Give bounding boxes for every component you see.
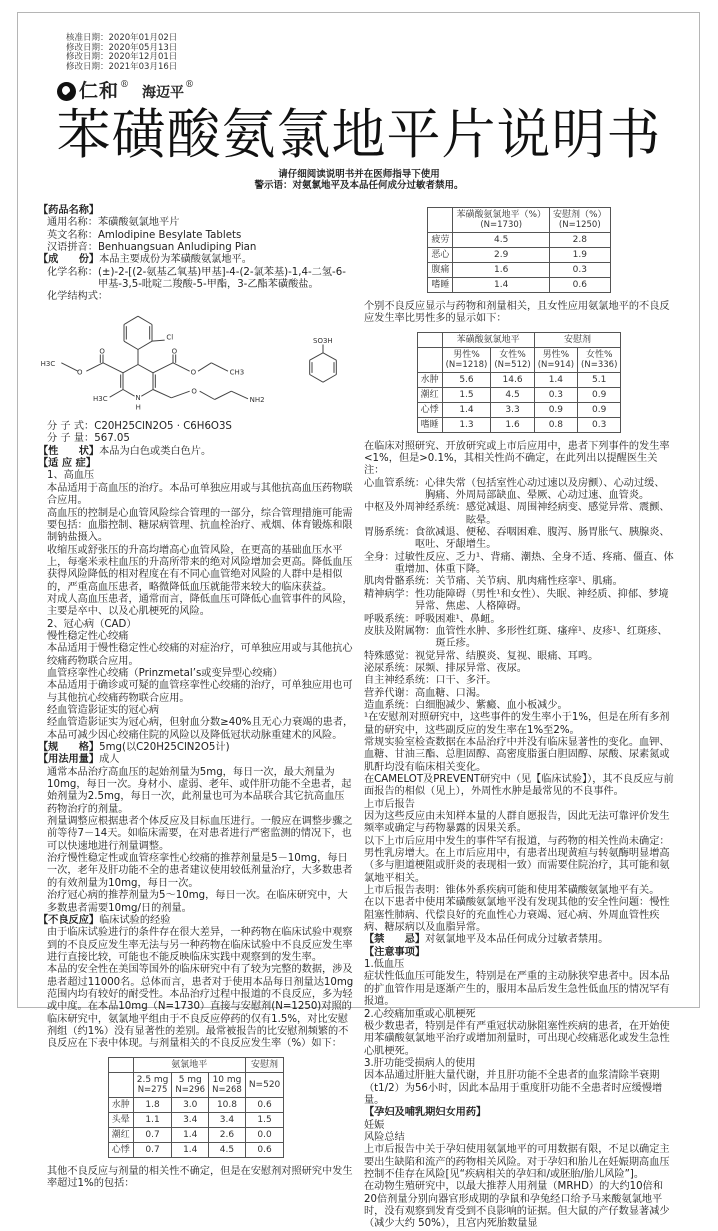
field-value: 呼吸困难¹、鼻衄。 (414, 613, 501, 625)
header-text: 女性% (585, 349, 613, 360)
header-sample-size: (N=1730) (480, 220, 523, 230)
field-value (108, 291, 354, 303)
atom-label: N (135, 393, 141, 402)
section-label: 【不良反应】 (38, 914, 100, 926)
registered-mark: ® (120, 80, 130, 90)
bond-line (171, 391, 189, 398)
paragraph: 在临床对照研究、开放研究或上市后应用中，患者下列事件的发生率<1%，但是>0.1%，其相关性尚不确定，在此列出以提醒医生关注： (364, 440, 670, 477)
bond-line (138, 316, 152, 324)
table-cell: 0.9 (534, 402, 577, 417)
reaction-name: 恶心 (428, 248, 453, 263)
atom-label: O (191, 387, 197, 396)
table-cell: 1.5 (442, 387, 491, 402)
header-sample-size: N=268 (212, 1084, 242, 1095)
field (364, 700, 674, 712)
paragraph: 慢性稳定性心绞痛 (47, 630, 129, 642)
document-title: 苯磺酸氨氯地平片说明书 (56, 103, 662, 166)
table-row (108, 1112, 284, 1127)
field (38, 230, 354, 242)
section-heading (38, 254, 354, 266)
atom-label: O (171, 347, 178, 356)
paragraph: 收缩压或舒张压的升高均增高心血管风险，在更高的基础血压水平上，每毫米汞柱血压的升高所带来的绝对风险增加会更高。降低血压获得风险降低的相对程度在有不同心血管绝对风险的人群中是相似的，严重高血压患者，略微降低血压就能带来较大的临床获益。 (47, 544, 353, 593)
atom-label: O (190, 368, 197, 377)
revision-date: 修改日期：2020年12月01日 (66, 52, 178, 63)
section-heading (38, 754, 354, 766)
reaction-name: 嗜睡 (428, 278, 453, 293)
paragraph: 2、冠心病（CAD） (47, 618, 137, 630)
field (38, 217, 354, 229)
section-label: 【药品名称】 (38, 205, 100, 216)
atom-label: O (99, 347, 105, 356)
field-value: 感觉减退、周围神经病变、感觉异常、震颤、眩晕。 (465, 502, 670, 526)
paragraph: 本品的安全性在美国等国外的临床研究中有了较为完整的数据，涉及患者超过11000名。总体而言，患者对于使用本品每日剂量达10mg范围内均有较好的耐受性。本品治疗过程中报道的不良反应，多为轻或中度。在本品10mg（N=1730）直接与安慰剂(N=1250)对照的临床研究中，氨氯地平组由于不良反应停药的仅有1.5%，对比安慰剂组（约1%）没有显著性的差别。最常被报告的比安慰剂频繁的不良反应在下表中体现。与剂量相关的不良反应发生率（%）如下： (47, 964, 354, 1050)
bond-line (138, 341, 152, 349)
bond-line (173, 363, 190, 371)
section-label: 【孕妇及哺乳期妇女用药】 (364, 1107, 487, 1119)
table-header-cell (172, 1072, 209, 1097)
left-column (38, 205, 354, 1190)
table-row (428, 248, 610, 263)
field-label: 特殊感觉： (364, 650, 415, 662)
table-cell: 0.3 (578, 417, 621, 432)
table-cell: 2.8 (550, 233, 611, 248)
bond-line (138, 364, 153, 372)
table-cell: 3.3 (491, 402, 534, 417)
bond-line (231, 391, 248, 399)
header-text: 安慰剂 (564, 334, 592, 345)
field-label: 化学名称： (47, 266, 98, 278)
table-cell: 4.5 (209, 1142, 246, 1157)
bond-line (123, 364, 138, 372)
field (364, 589, 674, 614)
bond-line (323, 374, 336, 382)
table-cell: 14.6 (491, 372, 534, 387)
section-label: 【禁 忌】 (364, 934, 426, 946)
paragraph: 症状性低血压可能发生，特别是在严重的主动脉狭窄患者中。因本品的扩血管作用是逐渐产生的，服用本品后发生急性低血压的情况罕有报道。 (364, 971, 670, 1008)
product-brand: 海迈平 (142, 85, 185, 101)
table-cell: 3.0 (172, 1097, 209, 1112)
table-cell: 10.8 (209, 1097, 246, 1112)
registered-mark: ® (185, 80, 195, 90)
table-header-cell (108, 1072, 133, 1097)
table-header-cell (133, 1057, 245, 1072)
field-value: 食欲减退、便秘、吞咽困难、腹泻、肠胃胀气、胰腺炎、呕吐、牙龈增生。 (414, 527, 670, 551)
table-cell: 2.6 (209, 1127, 246, 1142)
section-heading (38, 205, 354, 217)
table-cell: 4.5 (491, 387, 534, 402)
table-cell: 5.6 (442, 372, 491, 387)
table-header-cell (550, 208, 611, 233)
revision-date: 修改日期：2021年03月16日 (66, 61, 178, 72)
field-label: 汉语拼音： (47, 242, 98, 254)
bond-line (110, 389, 123, 397)
paragraph: 3.肝功能受损病人的使用 (364, 1057, 476, 1069)
bond-line (310, 353, 323, 360)
table-header-cell (209, 1072, 246, 1097)
brand-name: 仁和 (79, 80, 120, 102)
field (364, 675, 674, 687)
table-cell: 3.4 (172, 1112, 209, 1127)
field (364, 626, 674, 651)
table-cell: 3.4 (209, 1112, 246, 1127)
brand-mark-icon (57, 82, 76, 101)
bond-line (123, 389, 135, 396)
bond-line (153, 389, 171, 397)
paragraph: 本品适用于慢性稳定性心绞痛的对症治疗，可单独应用或与其他抗心绞痛药物联合应用。 (47, 643, 353, 667)
field (38, 291, 354, 303)
field (364, 478, 674, 503)
section-label: 【用法用量】 (38, 754, 100, 766)
header-text: 苯磺酸氨氯地平（%） (456, 210, 546, 220)
reaction-name: 水肿 (108, 1097, 133, 1112)
field-label: 营养代谢： (364, 687, 415, 699)
paragraph: 经血管造影证实为冠心病，但射血分数≥40%且无心力衰竭的患者，本品可减少因心绞痛住院的风险以及降低冠状动脉重建术的风险。 (47, 717, 354, 741)
header-sample-size: N=275 (137, 1084, 168, 1095)
table-header-cell (453, 208, 550, 233)
reaction-name: 水肿 (417, 372, 442, 387)
field-label: 通用名称： (47, 217, 98, 229)
field-value: Amlodipine Besylate Tablets (97, 229, 242, 241)
table-cell: 0.6 (245, 1097, 283, 1112)
reaction-name: 嗜睡 (417, 417, 442, 432)
bond-line (103, 363, 123, 373)
atom-label: NH2 (249, 395, 265, 404)
table-header-cell (491, 347, 534, 372)
table-header-row (108, 1057, 284, 1072)
paragraph: 对成人高血压患者，通常而言，降低血压可降低心血管事件的风险，主要是卒中、以及心肌梗死的风险。 (47, 593, 353, 618)
bond-line (198, 363, 211, 371)
usage-notice: 请仔细阅读说明书并在医师指导下使用 (278, 169, 440, 180)
atom-label: CH3 (229, 368, 245, 377)
paragraph: 经血管造影证实的冠心病 (47, 705, 160, 716)
bond-line (211, 363, 228, 371)
paragraph: 其他不良反应与剂量的相关性不确定，但是在安慰剂对照研究中发生率超过1%的包括： (47, 1165, 353, 1189)
header-text: 男性% (453, 349, 480, 360)
bond-line (200, 391, 215, 399)
paragraph: 由于临床试验进行的条件存在很大差异，一种药物在临床试验中观察到的不良反应发生率无法与另一种药物在临床试验中不良反应发生率进行直接比较，可能也不能反映临床实践中观察到的发生率。 (47, 927, 353, 963)
table-cell: 5.1 (578, 372, 621, 387)
section-heading (38, 742, 354, 754)
field (364, 576, 674, 588)
header-text: 安慰剂 (251, 1059, 279, 1070)
table-header-cell (442, 332, 534, 347)
field (364, 614, 674, 626)
field-value: 性功能障碍（男性¹和女性）、失眠、神经质、抑郁、梦境异常、焦虑、人格障碍。 (414, 588, 669, 613)
paragraph: 1、高血压 (47, 470, 95, 482)
paragraph: 剂量调整应根据患者个体反应及目标血压进行。一般应在调整步骤之前等待7－14天。如临床需要，在对患者进行严密监测的情况下，也可以快速地进行剂量调整。 (47, 816, 353, 852)
table-cell: 0.0 (245, 1127, 283, 1142)
atom-label: O (77, 368, 83, 377)
field-label: 中枢及外周神经系统： (364, 502, 466, 514)
section-heading (38, 458, 354, 470)
field-label: 皮肤及附属物： (364, 625, 436, 637)
field-label: 分 子 式： (47, 421, 95, 433)
paragraph: 治疗冠心病的推荐剂量为5～10mg，每日一次。在临床研究中，大多数患者需要10mg/日的剂量。 (47, 890, 348, 914)
bond-line (124, 341, 138, 349)
field-value: 血管性水肿、多形性红斑、瘙痒¹、皮疹¹、红斑疹、斑丘疹。 (435, 625, 668, 650)
header-text: 苯磺酸氨氯地平 (456, 334, 520, 345)
revision-dates (66, 34, 177, 72)
table-header-cell (428, 208, 453, 233)
section-label: 【成 份】 (38, 254, 100, 266)
table-cell: 1.6 (453, 263, 550, 278)
header-sample-size: (N=914) (537, 359, 575, 370)
table-cell: 4.5 (453, 233, 550, 248)
table-cell: 1.4 (453, 278, 550, 293)
section-label: 【适 应 症】 (38, 458, 97, 470)
table-header-cell (417, 347, 442, 372)
field-label: 英文名称： (47, 229, 98, 241)
section-label: 【注意事项】 (364, 946, 426, 958)
atom-label: Cl (166, 333, 174, 342)
table-row (108, 1127, 284, 1142)
reaction-name: 头晕 (108, 1112, 133, 1127)
field (38, 242, 354, 254)
table-header-cell (245, 1072, 283, 1097)
field (38, 267, 354, 292)
table-cell: 1.6 (491, 417, 534, 432)
field-value: 视觉异常、结膜炎、复视、眼痛、耳鸣。 (414, 650, 599, 662)
field-label: 自主神经系统： (364, 675, 436, 687)
field-label: 全身： (364, 551, 395, 563)
table-cell: 1.4 (534, 372, 577, 387)
bond-line (215, 391, 232, 399)
table-cell: 0.3 (534, 387, 577, 402)
field-value: 高血糖、口渴。 (414, 687, 487, 699)
bond-line (124, 316, 138, 324)
right-column (364, 205, 674, 1231)
reaction-name: 潮红 (417, 387, 442, 402)
paragraph: 以下上市后应用中发生的事件罕有报道，与药物的相关性尚未确定：男性乳房增大。在上市后应用中，有患者出现黄疸与转氨酶明显增高（多与胆道梗阻或肝炎的表现相一致）而需要住院治疗，其可能和氨氯地平相关。 (364, 835, 670, 884)
atom-label: H3C (93, 394, 108, 403)
header-text: 安慰剂（%） (553, 210, 607, 220)
warning-notice: 警示语：对氨氯地平及本品任何成分过敏者禁用。 (254, 179, 464, 191)
field (364, 688, 674, 700)
paragraph: 治疗慢性稳定性或血管痉挛性心绞痛的推荐剂量是5－10mg，每日一次，老年及肝功能不全的患者建议使用较低剂量治疗，大多数患者的有效剂量为10mg，每日一次。 (47, 853, 353, 889)
bond-line (61, 363, 78, 371)
field-value: 苯磺酸氨氯地平片 (97, 217, 180, 229)
field (364, 552, 674, 577)
table-header-cell (534, 347, 577, 372)
section-text: 对氨氯地平及本品任何成分过敏者禁用。 (425, 934, 609, 946)
field-label: 心血管系统： (364, 477, 426, 489)
field-value: 过敏性反应、乏力¹、背痛、潮热、全身不适、疼痛、僵直、体重增加、体重下降。 (394, 551, 674, 576)
field-label: 精神病学： (364, 588, 415, 600)
reaction-name: 疲劳 (428, 233, 453, 248)
paragraph: 本品适用于确诊或可疑的血管痉挛性心绞痛的治疗，可单独应用也可与其他抗心绞痛药物联合应用。 (47, 680, 353, 704)
approval-date: 核准日期：2020年01月02日 (66, 33, 178, 43)
table-row (428, 233, 610, 248)
table-header-row (417, 332, 621, 347)
table-cell: 1.4 (442, 402, 491, 417)
field-value: 白细胞减少、紫癜、血小板减少。 (414, 699, 568, 711)
table-row (108, 1097, 284, 1112)
brand-logo (57, 80, 198, 102)
paragraph: 在以下患者中使用苯磺酸氨氯地平没有发现其他的安全性问题：慢性阻塞性肺病、代偿良好的充血性心力衰竭、冠心病、外周血管性疾病、糖尿病以及血脂异常。 (364, 897, 670, 934)
header-text: 女性% (499, 349, 526, 360)
table-cell: 2.9 (453, 248, 550, 263)
reaction-name: 腹痛 (428, 263, 453, 278)
table-cell: 1.4 (172, 1127, 209, 1142)
field-value: 关节痛、关节病、肌肉痛性痉挛¹、肌痛。 (435, 576, 623, 588)
section-heading (364, 947, 674, 959)
table-cell: 1.4 (172, 1142, 209, 1157)
atom-label: SO3H (313, 336, 333, 345)
table-header-cell (534, 332, 621, 347)
field-label: 造血系统： (364, 699, 415, 711)
paragraph: 通常本品治疗高血压的起始剂量为5mg，每日一次，最大剂量为10mg，每日一次。身材小、虚弱、老年、或伴肝功能不全患者，起始剂量为2.5mg，每日一次，此剂量也可为本品联合其它抗高血压药物治疗的剂量。 (47, 766, 352, 815)
field-value: (±)-2-[(2-氨基乙氧基)甲基]-4-(2-氯苯基)-1,4-二氢-6-甲基-3,5-吡啶二羧酸-5-甲酯，3-乙酯苯磺酸盐。 (97, 266, 346, 291)
field-label: 分 子 量： (47, 433, 95, 445)
paragraph: 高血压的控制是心血管风险综合管理的一部分，综合管理措施可能需要包括：血脂控制、糖尿病管理、抗血栓治疗、戒烟、体育锻炼和限制钠盐摄入。 (47, 507, 353, 544)
field-value: 心律失常（包括室性心动过速以及房颤）、心动过缓、胸痛、外周局部缺血、晕厥、心动过速、血管炎。 (425, 477, 665, 502)
header-text: 男性% (542, 349, 570, 360)
header-text: 2.5 mg (136, 1074, 169, 1085)
field-label: 呼吸系统： (364, 613, 415, 625)
section-text: 5mg(以C20H25ClN2O5计) (99, 742, 230, 754)
table-row (417, 372, 621, 387)
field-value: Benhuangsuan Anludiping Pian (97, 242, 257, 254)
bond-line (323, 353, 336, 360)
header-sample-size: N=296 (175, 1084, 206, 1095)
paragraph: 上市后报告表明：锥体外系疾病可能和使用苯磺酸氨氯地平有关。 (364, 885, 660, 897)
paragraph: 在动物生殖研究中，以最大推荐人用剂量（MRHD）的大约10倍和20倍剂量分别向器官形成期的孕鼠和孕兔经口给予马来酸氨氯地平时，没有观察到发育受到不良影响的证据。但大鼠的产仔数显著减少（减少大约 50%），且宫内死胎数量显 (364, 1181, 670, 1230)
paragraph: 因为这些反应由未知样本量的人群自愿报告，因此无法可靠评价发生频率或确定与药物暴露的因果关系。 (364, 811, 670, 835)
section-text: 成人 (99, 754, 120, 766)
reaction-name: 心悸 (108, 1142, 133, 1157)
field (38, 433, 354, 445)
header-sample-size: (N=1218) (445, 359, 488, 370)
subtitle (0, 170, 718, 191)
section-label: 【规 格】 (38, 742, 100, 754)
table-cell: 0.6 (550, 278, 611, 293)
atom-label: H3C (40, 359, 56, 368)
table-header-row (108, 1072, 284, 1097)
table-cell: 1.3 (442, 417, 491, 432)
header-sample-size: (N=512) (494, 359, 531, 370)
field (364, 651, 674, 663)
paragraph: 在CAMELOT及PREVENT研究中（见【临床试验】），其不良反应与前面报告的相似（见上），外周性水肿是最常见的不良事件。 (364, 773, 674, 798)
header-text: N=520 (248, 1079, 281, 1090)
table-header-cell (417, 332, 442, 347)
paragraph: 上市后报告中关于孕妇使用氨氯地平的可用数据有限，不足以确定主要出生缺陷和流产的药物相关风险。对于孕妇和胎儿在妊娠期高血压控制不佳存在风险[见“疾病相关的孕妇和/或胚胎/胎儿风险”]。 (364, 1144, 670, 1180)
header-sample-size: (N=1250) (558, 220, 601, 230)
field (364, 527, 674, 552)
paragraph: 上市后报告 (364, 798, 415, 810)
header-text: 氨氯地平 (171, 1059, 208, 1070)
paragraph: 妊娠 (364, 1119, 385, 1131)
bond-line (86, 363, 103, 371)
bond-line (153, 363, 173, 373)
header-text: 5 mg (178, 1074, 202, 1085)
header-text: 10 mg (212, 1074, 242, 1085)
table-row (417, 417, 621, 432)
paragraph: 常规实验室检查数据在本品治疗中并没有临床显著性的变化。血钾、血糖、甘油三酯、总胆固醇、高密度脂蛋白胆固醇、尿酸、尿素氮或肌酐均没有临床相关变化。 (364, 736, 670, 773)
table-cell: 1.1 (133, 1112, 172, 1127)
field (364, 663, 674, 675)
table-row (108, 1142, 284, 1157)
field-value: 口干、多汗。 (435, 675, 497, 687)
table-cell: 1.9 (550, 248, 611, 263)
table-header-cell (133, 1072, 172, 1097)
atom-label: H (135, 403, 141, 412)
table-cell: 1.8 (133, 1097, 172, 1112)
field-label: 胃肠系统： (364, 527, 415, 539)
paragraph: 1.低血压 (364, 959, 405, 971)
paragraph: 个别不良反应显示与药物和剂量相关，且女性应用氨氯地平的不良反应发生率比男性多的显示如下： (364, 301, 670, 325)
table-cell: 0.8 (534, 417, 577, 432)
table-header-cell (578, 347, 621, 372)
bond-line (310, 374, 323, 382)
table-cell: 0.7 (133, 1142, 172, 1157)
table-row (428, 278, 610, 293)
table-header-cell (245, 1057, 283, 1072)
table-cell: 0.9 (578, 387, 621, 402)
header-sample-size: (N=336) (581, 359, 618, 370)
table-header-row (428, 208, 610, 233)
paragraph: 极少数患者，特别是伴有严重冠状动脉阻塞性疾病的患者，在开始使用苯磺酸氨氯地平治疗或增加剂量时，可出现心绞痛恶化或发生急性心肌梗死。 (364, 1020, 670, 1057)
table-cell: 0.9 (578, 402, 621, 417)
field-value: 567.05 (94, 433, 130, 445)
section-heading (364, 934, 674, 946)
section-text: 临床试验的经验 (99, 914, 171, 926)
table-header-row (417, 347, 621, 372)
field-label: 化学结构式： (47, 291, 109, 303)
chemical-structure (38, 306, 354, 417)
section-heading (38, 915, 354, 927)
field (364, 502, 674, 527)
section-text: 本品为白色或类白色片。 (99, 445, 212, 457)
field-value: 尿频、排尿异常、夜尿。 (414, 662, 527, 674)
paragraph: 本品适用于高血压的治疗。本品可单独应用或与其他抗高血压药物联合应用。 (47, 482, 353, 507)
table-header-cell (108, 1057, 133, 1072)
reaction-name: 心悸 (417, 402, 442, 417)
reaction-name: 潮红 (108, 1127, 133, 1142)
table-cell: 0.7 (133, 1127, 172, 1142)
paragraph: 风险总结 (364, 1131, 405, 1143)
section-text: 本品主要成份为苯磺酸氨氯地平。 (99, 254, 252, 266)
field-label: 肌肉骨骼系统： (364, 576, 436, 588)
field-value: C20H25ClN2O5 · C6H6O3S (94, 421, 232, 433)
table-cell: 1.5 (245, 1112, 283, 1127)
bond-line (152, 340, 165, 341)
table-row (417, 387, 621, 402)
adverse-reaction-table (108, 1057, 285, 1158)
field-label: 泌尿系统： (364, 662, 415, 674)
table-row (428, 263, 610, 278)
section-heading (38, 446, 354, 458)
adverse-reaction-table (417, 332, 622, 433)
bond-line (141, 389, 153, 396)
structure-diagram (38, 306, 338, 413)
paragraph: 血管痉挛性心绞痛（Prinzmetal’s或变异型心绞痛） (47, 667, 283, 679)
paragraph: ¹在安慰剂对照研究中，这些事件的发生率小于1%，但是在所有多剂量的研究中，这些副反应的发生率在1%至2%。 (364, 712, 670, 736)
section-label: 【性 状】 (38, 445, 100, 457)
section-heading (364, 1107, 674, 1119)
revision-date: 修改日期：2020年05月13日 (66, 42, 178, 53)
table-cell: 0.6 (245, 1142, 283, 1157)
field (38, 421, 354, 433)
adverse-reaction-table (427, 207, 610, 293)
table-cell: 0.3 (550, 263, 611, 278)
table-row (417, 402, 621, 417)
paragraph: 2.心绞痛加重或心肌梗死 (364, 1008, 476, 1020)
table-header-cell (442, 347, 491, 372)
paragraph: 因本品通过肝脏大量代谢，并且肝功能不全患者的血浆清除半衰期（t1/2）为56小时，因此本品用于重度肝功能不全患者时应缓慢增量。 (364, 1070, 663, 1106)
